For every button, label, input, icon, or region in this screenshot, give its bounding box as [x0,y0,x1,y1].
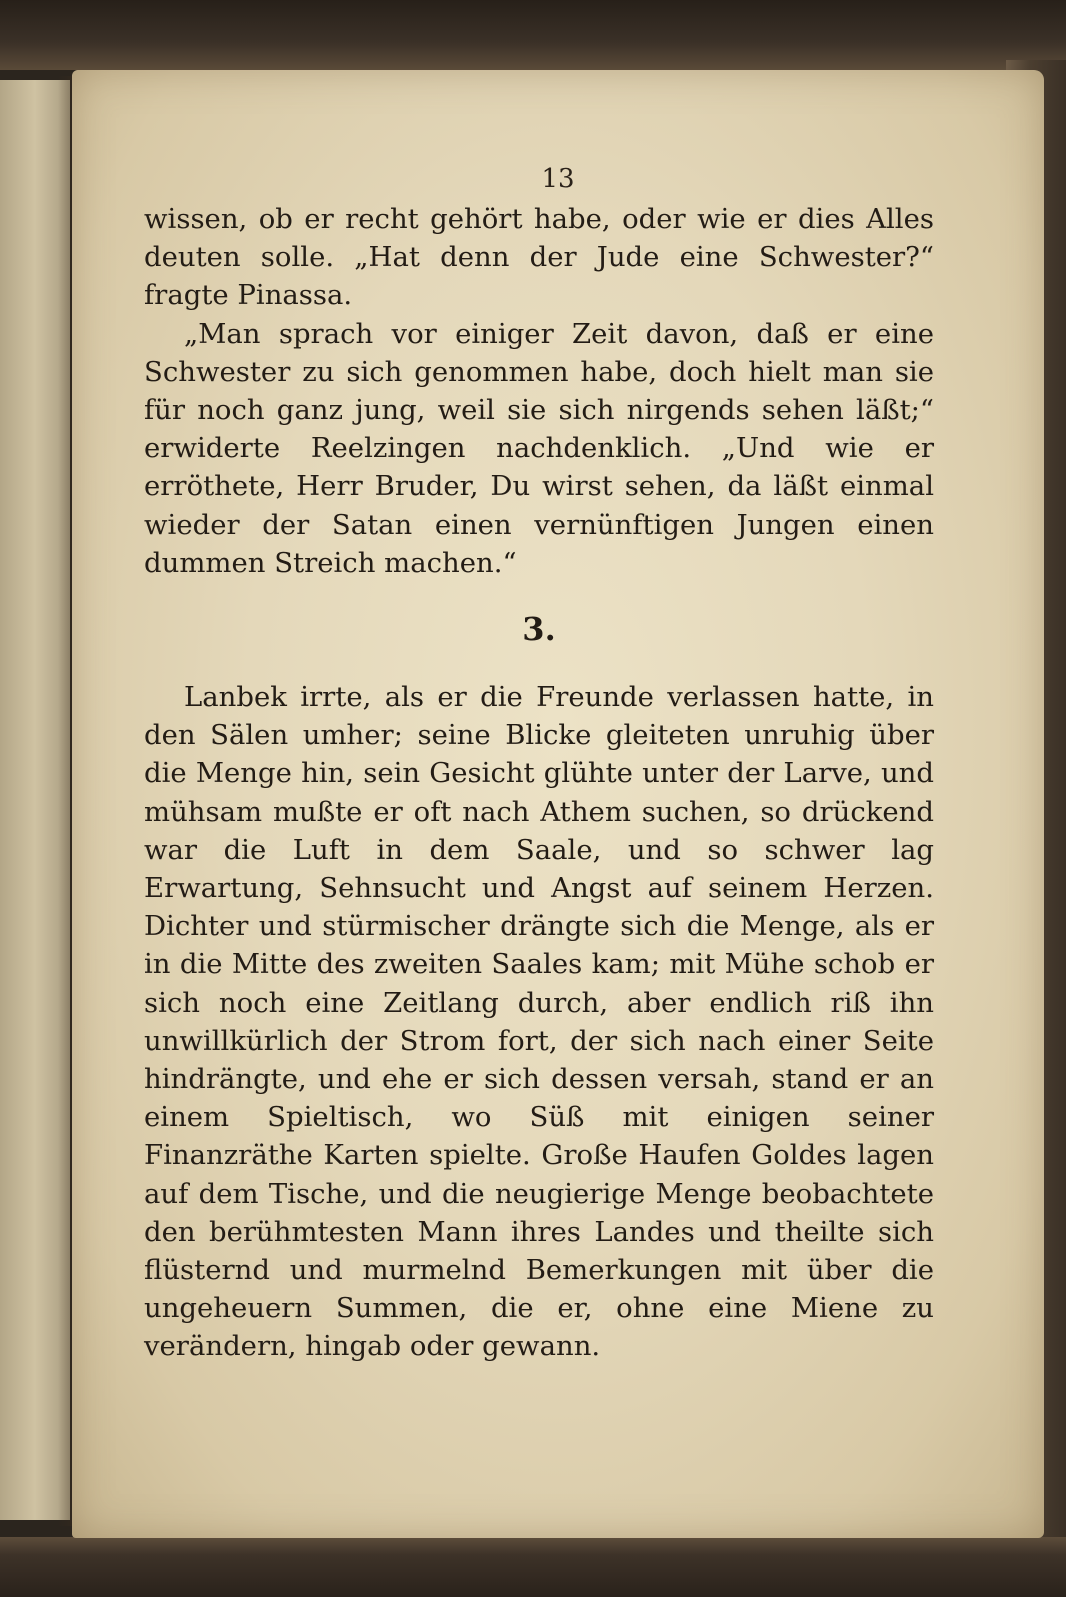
book-top-edge [0,0,1066,70]
paragraph-lanbek: Lanbek irrte, als er die Freunde verlassen hatte, in den Sälen umher; seine Blicke gleiteten unruhig über die Menge hin, sein Gesicht glühte unter der Larve, und mühsam mußte er oft nach Athem suchen, so drückend war die Luft in dem Saale, und so schwer lag Erwartung, Sehnsucht und Angst auf seinem Herzen. Dichter und stürmischer drängte sich die Menge, als er in die Mitte des zweiten Saales kam; mit Mühe schob er sich noch eine Zeitlang durch, aber endlich riß ihn unwillkürlich der Strom fort, der sich nach einer Seite hindrängte, und ehe er sich dessen versah, stand er an einem Spieltisch, wo Süß mit einigen seiner Finanzräthe Karten spielte. Große Haufen Goldes lagen auf dem Tische, und die neugierige Menge beobachtete den berühmtesten Mann ihres Landes und theilte sich flüsternd und murmelnd Bemerkungen mit über die ungeheuern Summen, die er, ohne eine Miene zu verändern, hingab oder gewann. [144,681,934,1363]
book-page [72,70,1044,1538]
paragraph-continuation: wissen, ob er recht gehört habe, oder wie er dies Alles deuten solle. „Hat denn der Jude eine Schwester?“ fragte Pinassa. [144,203,934,312]
section-number: 3. [522,610,556,649]
book-bottom-edge [0,1537,1066,1597]
page-text [144,200,934,1366]
paragraph-reelzingen-reply: „Man sprach vor einiger Zeit davon, daß er eine Schwester zu sich genommen habe, doch hielt man sie für noch ganz jung, weil sie sich nirgends sehen läßt;“ erwiderte Reelzingen nachdenklich. „Und wie er erröthete, Herr Bruder, Du wirst sehen, da läßt einmal wieder der Satan einen vernünftigen Jungen einen dummen Streich machen.“ [144,317,934,579]
page-number: 13 [541,164,575,194]
